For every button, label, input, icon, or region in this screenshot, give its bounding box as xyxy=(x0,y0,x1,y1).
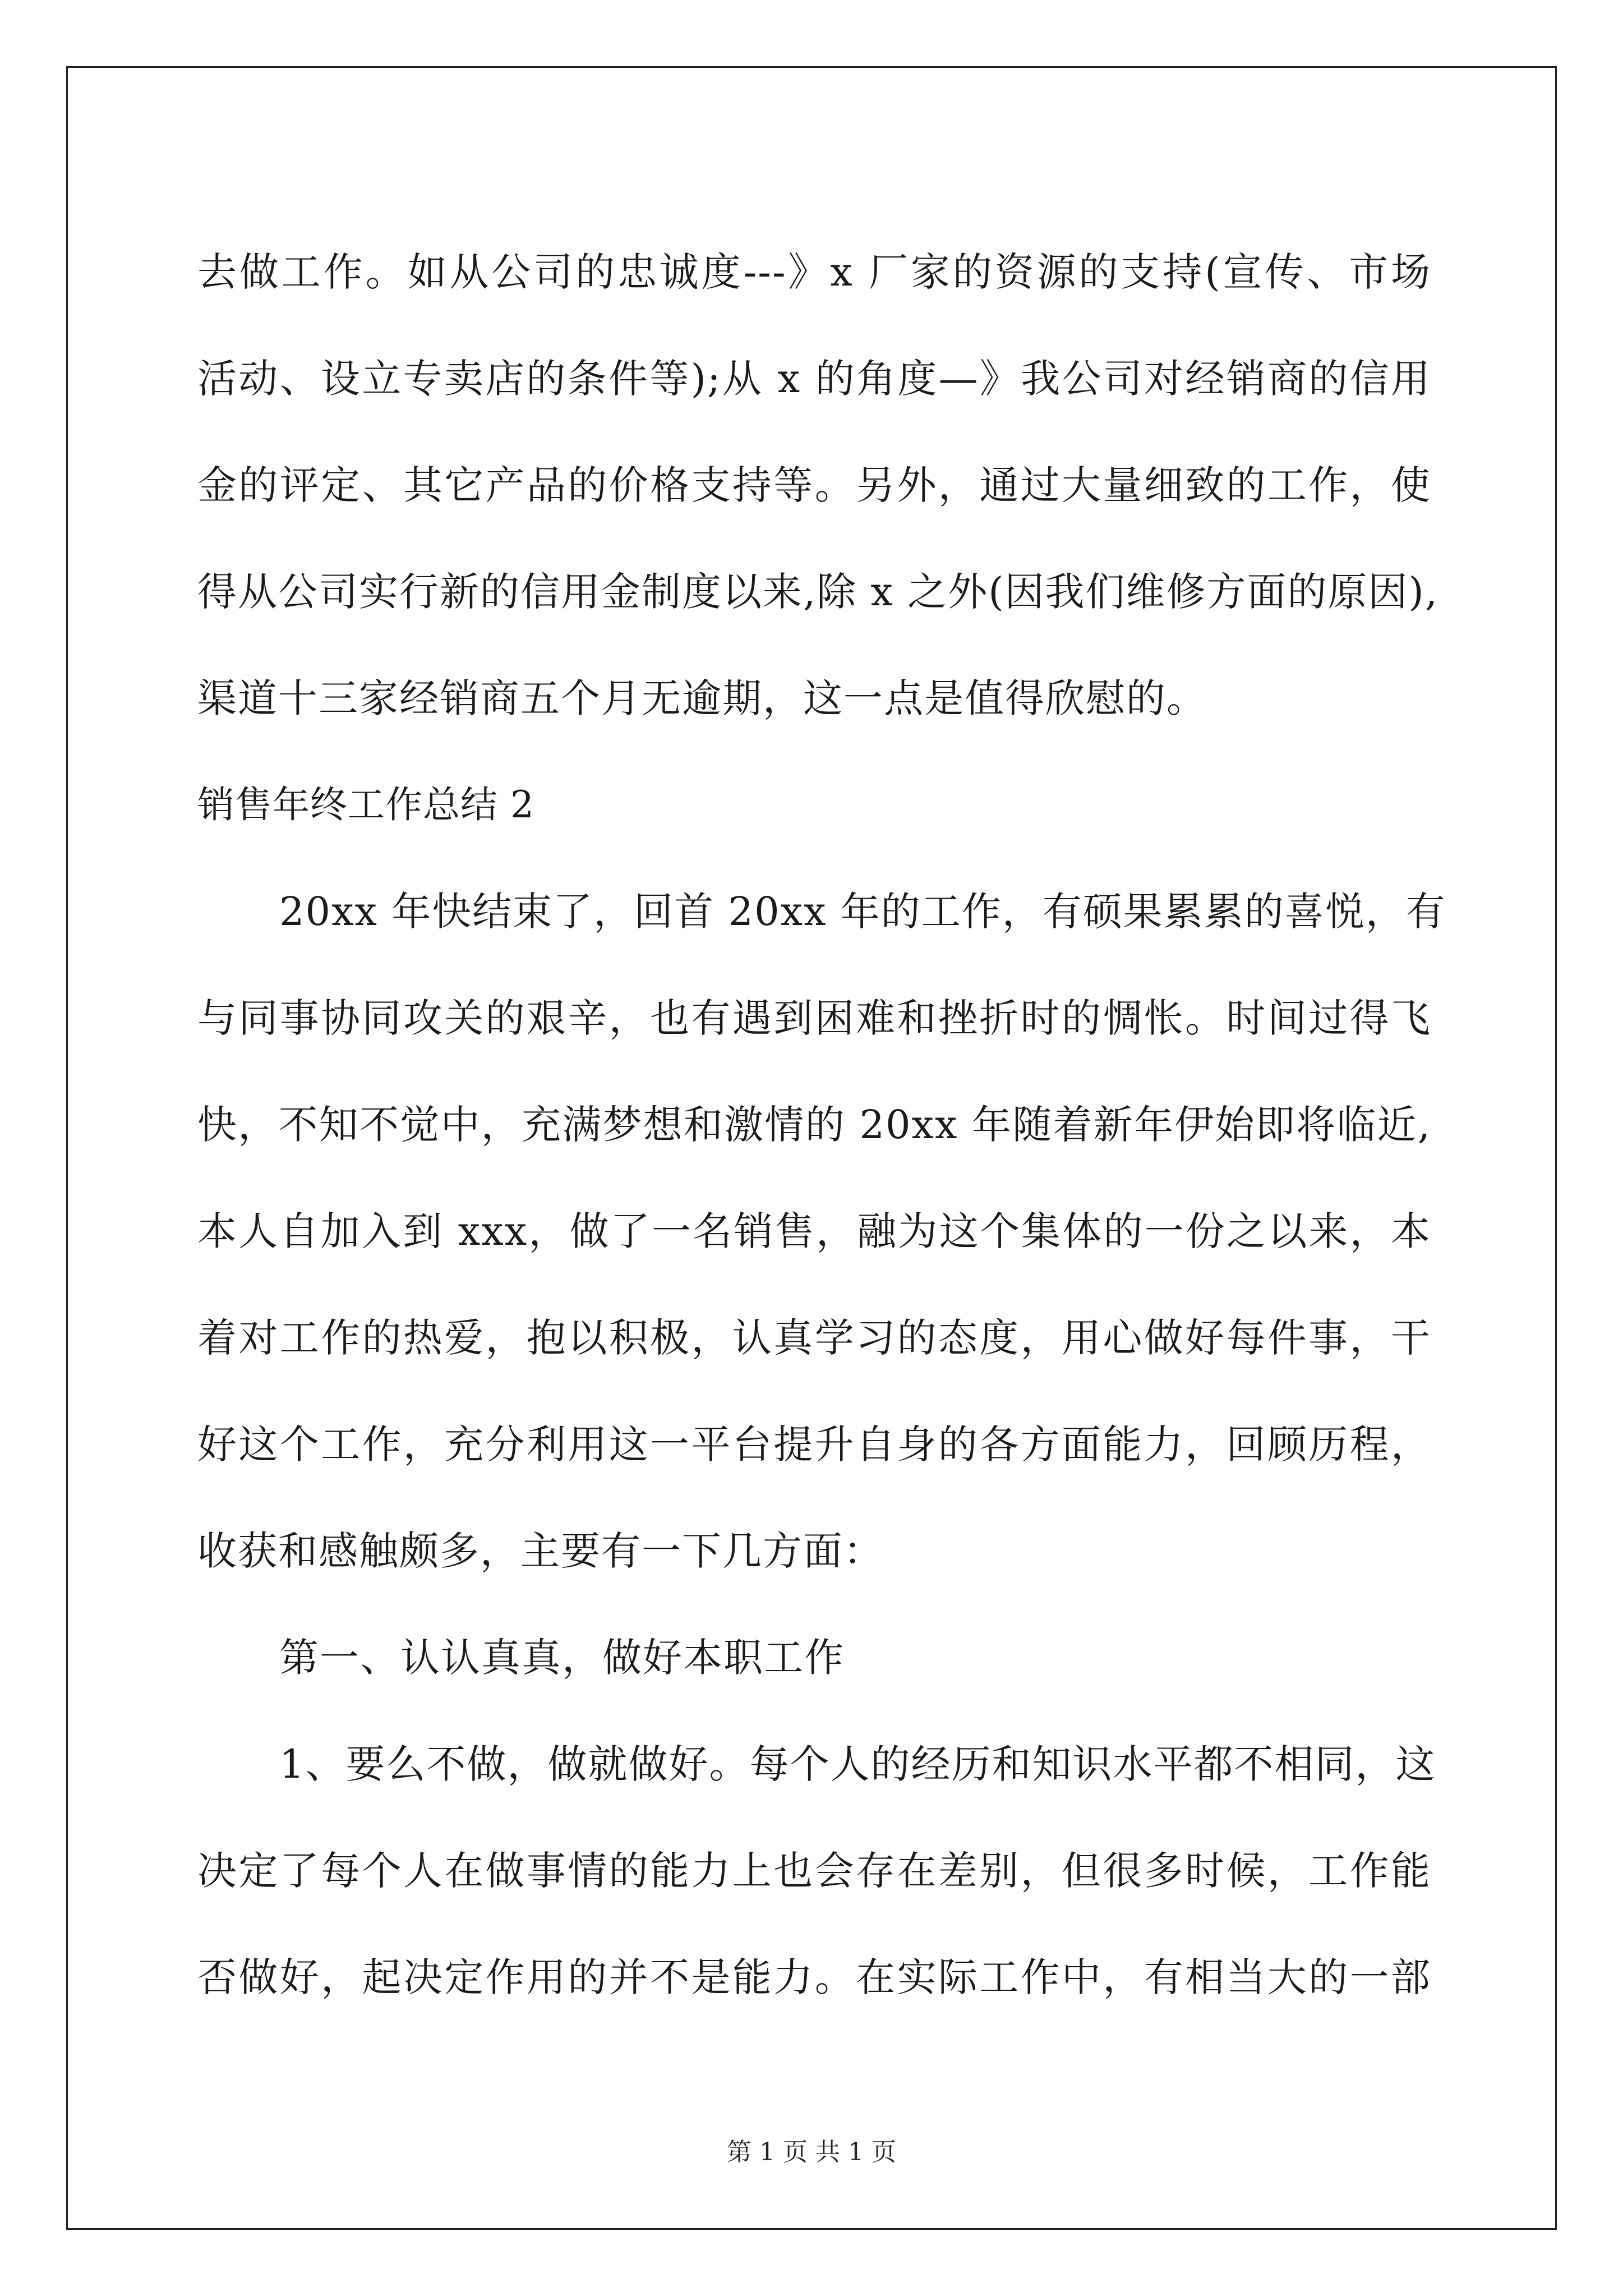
body-line-17: 否做好，起决定作用的并不是能力。在实际工作中，有相当大的一部 xyxy=(197,1954,1431,2000)
section-heading: 销售年终工作总结 2 xyxy=(197,783,534,826)
subsection-heading: 第一、认认真真，做好本职工作 xyxy=(279,1635,845,1681)
body-line-1: 去做工作。如从公司的忠诚度---》x 厂家的资源的支持(宣传、市场 xyxy=(197,249,1431,295)
body-line-9: 快，不知不觉中，充满梦想和激情的 20xx 年随着新年伊始即将临近, xyxy=(197,1102,1431,1148)
body-line-2: 活动、设立专卖店的条件等);从 x 的角度—》我公司对经销商的信用 xyxy=(197,356,1431,402)
body-line-7: 20xx 年快结束了，回首 20xx 年的工作，有硕果累累的喜悦，有 xyxy=(279,889,1446,935)
body-line-13: 收获和感触颇多，主要有一下几方面： xyxy=(197,1528,884,1574)
body-line-4: 得从公司实行新的信用金制度以来,除 x 之外(因我们维修方面的原因), xyxy=(197,569,1439,615)
body-line-11: 着对工作的热爱，抱以积极，认真学习的态度，用心做好每件事，干 xyxy=(197,1315,1431,1361)
body-line-15: 1、要么不做，做就做好。每个人的经历和知识水平都不相同，这 xyxy=(279,1741,1436,1787)
body-line-8: 与同事协同攻关的艰辛，也有遇到困难和挫折时的惆怅。时间过得飞 xyxy=(197,995,1431,1041)
document-body xyxy=(197,219,1446,2031)
body-line-12: 好这个工作，充分利用这一平台提升自身的各方面能力，回顾历程， xyxy=(197,1421,1431,1467)
body-line-3: 金的评定、其它产品的价格支持等。另外，通过大量细致的工作，使 xyxy=(197,462,1431,508)
body-line-5: 渠道十三家经销商五个月无逾期，这一点是值得欣慰的。 xyxy=(197,675,1207,721)
page-footer: 第 1 页 共 1 页 xyxy=(727,2138,896,2166)
body-line-16: 决定了每个人在做事情的能力上也会存在差别，但很多时候，工作能 xyxy=(197,1848,1431,1894)
body-line-10: 本人自加入到 xxx，做了一名销售，融为这个集体的一份之以来，本 xyxy=(197,1208,1431,1254)
